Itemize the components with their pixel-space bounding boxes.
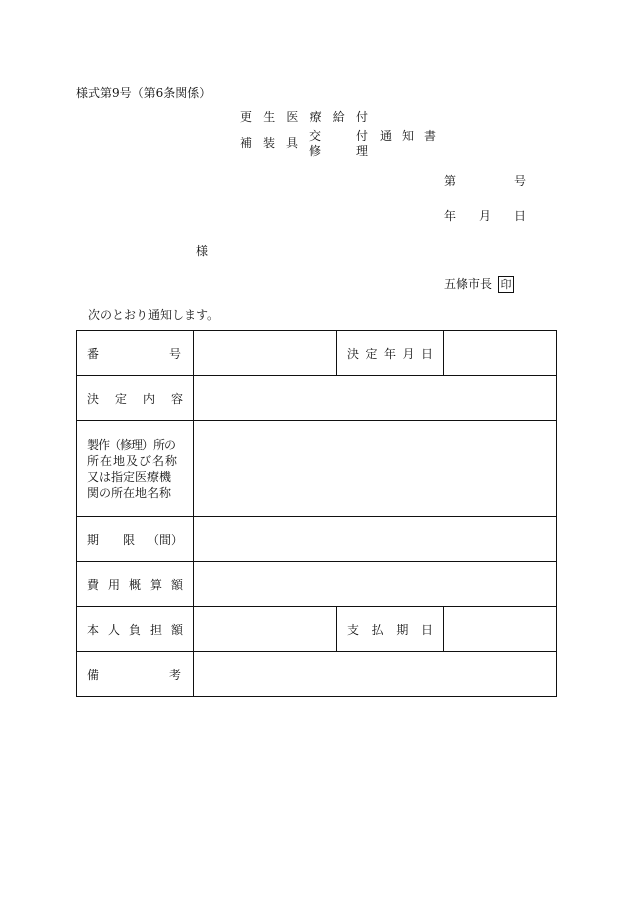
seal-mark: 印 xyxy=(498,276,514,293)
label-kettei-naiyo xyxy=(77,376,194,421)
issuer-name: 五條市長 xyxy=(444,277,493,291)
title-char: 書 xyxy=(423,129,436,143)
title-char: 医 xyxy=(286,110,299,124)
label-char: 号 xyxy=(168,346,181,361)
table-row xyxy=(77,652,557,697)
label-text: 本 人 負 担 額 xyxy=(87,622,183,637)
title-line-1 xyxy=(240,108,368,125)
title-suffix xyxy=(380,127,436,144)
title-char: 通 xyxy=(380,129,393,143)
title-kofu: 交 xyxy=(309,129,322,143)
date-month: 月 xyxy=(479,209,492,223)
title-char: 知 xyxy=(401,129,414,143)
value-kettei-nengappi xyxy=(444,331,557,376)
title-ri: 理 xyxy=(356,144,369,158)
label-shiharai xyxy=(337,607,444,652)
number-dai: 第 xyxy=(444,174,457,188)
label-text: 備 考 xyxy=(87,667,181,682)
value-bango xyxy=(194,331,337,376)
title-char: 装 xyxy=(262,136,275,150)
number-go: 号 xyxy=(514,174,527,188)
value-seisaku xyxy=(194,421,557,517)
label-kigen xyxy=(77,517,194,562)
title-char: 補 xyxy=(240,136,253,150)
label-line: 関の所在地名称 xyxy=(87,485,172,500)
label-biko xyxy=(77,652,194,697)
addressee-suffix: 様 xyxy=(196,244,209,258)
label-text: 期 限 （間） xyxy=(87,532,183,547)
value-shiharai xyxy=(444,607,557,652)
table-row xyxy=(77,421,557,517)
label-hiyo xyxy=(77,562,194,607)
notice-table xyxy=(76,330,557,697)
title-line-2-prefix xyxy=(240,134,298,151)
label-seisaku xyxy=(77,421,194,517)
label-bango xyxy=(77,331,194,376)
value-honnin xyxy=(194,607,337,652)
title-char: 療 xyxy=(309,110,322,124)
date-day: 日 xyxy=(514,209,527,223)
label-line: 製作（修理）所の xyxy=(87,437,176,452)
issuer-block xyxy=(444,275,514,293)
title-char: 生 xyxy=(263,110,276,124)
table-row xyxy=(77,562,557,607)
table-row xyxy=(77,517,557,562)
date-year: 年 xyxy=(444,209,457,223)
table-row xyxy=(77,331,557,376)
label-text: 決 定 年 月 日 xyxy=(347,346,433,361)
table-row xyxy=(77,376,557,421)
label-honnin xyxy=(77,607,194,652)
value-kettei-naiyo xyxy=(194,376,557,421)
intro-text: 次のとおり通知します。 xyxy=(88,308,220,322)
value-hiyo xyxy=(194,562,557,607)
label-text: 費 用 概 算 額 xyxy=(87,577,183,592)
label-kettei-nengappi xyxy=(337,331,444,376)
value-kigen xyxy=(194,517,557,562)
title-char: 給 xyxy=(332,110,345,124)
title-char: 付 xyxy=(355,110,368,124)
title-shu: 修 xyxy=(309,144,322,158)
label-text: 支 払 期 日 xyxy=(347,622,433,637)
value-biko xyxy=(194,652,557,697)
title-char: 具 xyxy=(285,136,298,150)
title-char: 更 xyxy=(240,110,253,124)
label-line: 又は指定医療機 xyxy=(87,469,172,484)
table-row xyxy=(77,607,557,652)
label-line: 所在地及び名称 xyxy=(87,453,179,468)
form-number: 様式第9号（第6条関係） xyxy=(76,86,212,100)
label-char: 番 xyxy=(87,346,100,361)
title-fu: 付 xyxy=(356,129,369,143)
label-text: 決 定 内 容 xyxy=(87,391,183,406)
